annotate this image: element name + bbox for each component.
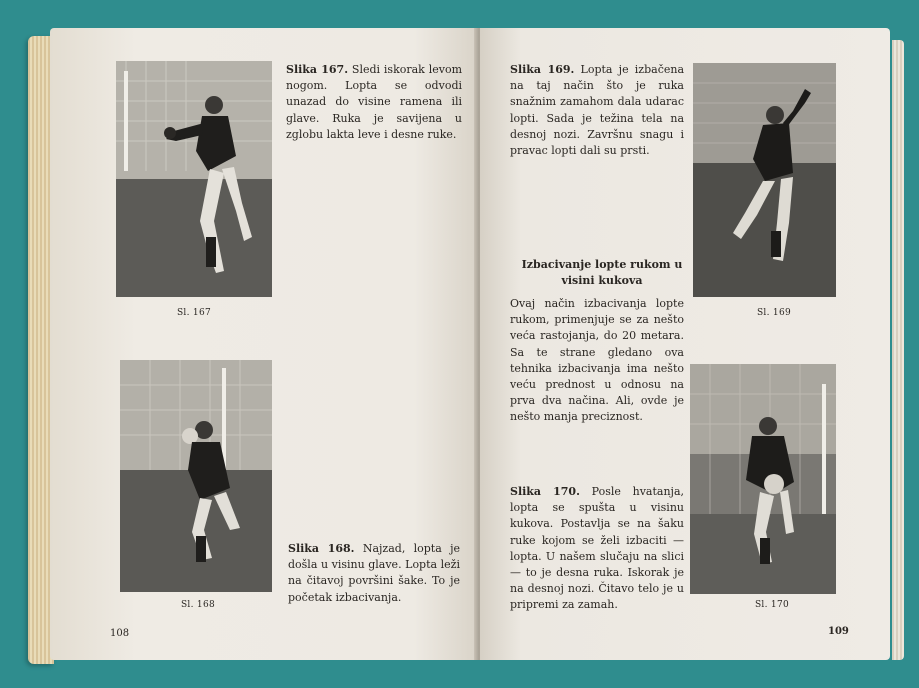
page-number-left: 108 bbox=[110, 628, 130, 639]
caption-170: Sl. 170 bbox=[754, 600, 790, 610]
paragraph-169 bbox=[510, 62, 684, 159]
paragraph-text-170: Posle hvatanja, lopta se spušta u visinu kukova. Postavlja se na šaku ruke kojom se želi izbaciti — lopta. U našem slučaju na slici — to je desna ruka. Iskorak je na desnoj nozi. Čitavo telo je u pripremi za zamah. bbox=[510, 485, 685, 612]
paragraph-text-167: Sledi iskorak levom nogom. Lopta se odvodi unazad do visine ramena ili glave. Ruka je savijena u zglobu lakta leve i desne ruke. bbox=[286, 63, 463, 141]
photo-goalkeeper-169 bbox=[693, 63, 836, 297]
section-heading: Izbacivanje lopte rukom u visini kukova bbox=[521, 258, 683, 287]
paragraph-167 bbox=[286, 62, 462, 143]
figure-ref-169: Slika 169. bbox=[510, 63, 575, 76]
figure-ref-170: Slika 170. bbox=[510, 485, 580, 498]
left-page bbox=[50, 28, 478, 660]
photo-goalkeeper-170 bbox=[690, 364, 836, 594]
caption-168: Sl. 168 bbox=[180, 600, 216, 610]
right-page bbox=[480, 28, 890, 660]
page-edges-right bbox=[892, 40, 904, 660]
paragraph-168 bbox=[288, 541, 460, 606]
paragraph-text-169: Lopta je izbačena na taj način što je ruka snažnim zamahom dala udarac lopti. Sada je težina tela na desnoj nozi. Završnu snagu i pravac lopti dali su prsti. bbox=[510, 63, 685, 158]
caption-169: Sl. 169 bbox=[756, 308, 792, 318]
figure-ref-168: Slika 168. bbox=[288, 542, 355, 555]
page-number-right: 109 bbox=[828, 626, 849, 637]
paragraph-text-168: Najzad, lopta je došla u visinu glave. Lopta leži na čitavoj površini šake. To je početak izbacivanja. bbox=[288, 542, 461, 604]
photo-goalkeeper-168 bbox=[120, 360, 272, 592]
paragraph-170 bbox=[510, 484, 684, 614]
section-paragraph: Ovaj način izbacivanja lopte rukom, primenjuje se za nešto veća rastojanja, do 20 metara. Sa te strane gledano ova tehnika izbacivanja ima nešto veću prednost u odnosu na prva dva načina. Ali, ovde je nešto manja preciznost. bbox=[510, 297, 684, 424]
caption-167: Sl. 167 bbox=[176, 308, 212, 318]
figure-ref-167: Slika 167. bbox=[286, 63, 349, 76]
photo-goalkeeper-167 bbox=[116, 61, 272, 297]
open-book bbox=[28, 26, 904, 666]
